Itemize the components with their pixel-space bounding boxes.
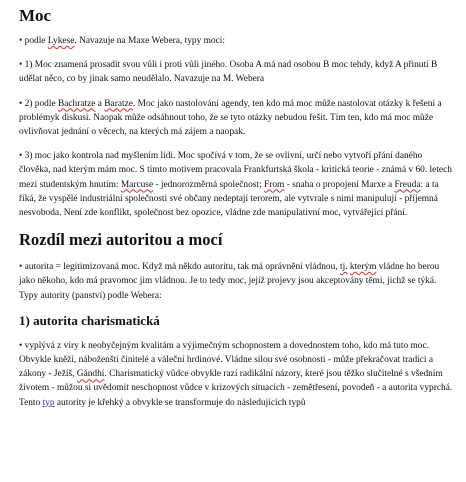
text-run: • 2) podle	[19, 98, 58, 109]
spellcheck-word: tj.	[339, 262, 348, 273]
paragraph-moc-2	[19, 97, 454, 140]
text-run: . Moc jako nastolování agendy, ten kdo má moc může nastolovat otázky k řešení a problémyk diskusi. Naopak může odsáhnout toho, že se tyto otázky nebudou řešit. Tím ten, kdo má moc může ovlivňovat jednání o věcech, na kterých má zájem a naopak.	[19, 98, 442, 138]
text-run: • 3) moc jako kontrola nad myšlením lidí. Moc spočívá v tom, že se ovlivní, určí nebo vytvoří přání daného člověka, nad kterým mám moc. S tímto motivem pracovala Frankfurtská škola - kritická teorie - známá v 60. letech mezi studentským hnutím:	[19, 151, 452, 190]
text-run: • vyplývá z víry k neobyčejným kvalitám a výjimečným schopnostem a dovednostem toho, kdo má tuto moc. Obvykle kněží, náboženští činitelé a váleční hrdinové. Vládne silou své osobnosti - může překračovat tradici a zákony - Ježíš,	[19, 340, 434, 380]
spellcheck-word: Baratze	[104, 98, 133, 109]
text-run: a	[95, 98, 105, 109]
text-run: vládne ho berou jako někoho, kdo má pravomoc jim vládnou. Je to tedy moc, jejíž projevy jsou akceptovány těmi, jichž se týká. Typy autority (panství) podle Webera:	[19, 262, 440, 301]
paragraph-charisma	[19, 339, 454, 410]
paragraph-moc-1: • 1) Moc znamená prosadit svou vůli i proti vůli jiného. Osoba A má nad osobou B moc tehdy, když A přinutí B udělat něco, co by jinak samo neudělalo. Navazuje na M. Webera	[19, 60, 438, 85]
spellcheck-word: Freuda	[394, 179, 421, 190]
spellcheck-word: Marcuse	[120, 179, 154, 190]
heading-rozdil: Rozdíl mezi autoritou a mocí	[19, 230, 223, 250]
text-run: autority je křehký a obvykle se transformuje do následujících typů	[54, 397, 306, 408]
spellcheck-word: From	[264, 179, 285, 190]
heading-moc: Moc	[19, 6, 52, 25]
spellcheck-word: kterým	[349, 262, 377, 273]
paragraph-moc-3	[19, 149, 454, 220]
text-run: • podle	[19, 36, 48, 46]
spellcheck-word: Bachratze	[57, 98, 96, 109]
text-run: . Navazuje na Maxe Webera, typy moci:	[74, 36, 225, 46]
paragraph-lykes	[19, 34, 454, 48]
heading-charisma: 1) autorita charismatická	[19, 312, 160, 328]
paragraph-autorita	[19, 260, 454, 303]
text-run: . Charismatický vůdce obvykle razí radikální názory, které jsou těžko slučitelné s všedním životem - můžou si uvědomit neschopnost vůdce v krizových situacích - zemětřesení, povodeň - a autorita vyprchá. Tento	[19, 369, 453, 408]
text-run: - snaha o propojení Marxe a	[284, 179, 395, 190]
spellcheck-word: Gándhí	[76, 369, 105, 380]
hyperlink-typ[interactable]: typ	[42, 397, 55, 408]
text-run: : a ta říká, že vyspělé industriální společnosti své občany nedeptají terorem, ale vytvrale s nimi manipulují - příjemná nesvoboda. Není zde konflikt, společnost bez opozice, vládne zde manipulativní moc, vytvářející přání.	[19, 179, 439, 219]
text-run: • autorita = legitimizovaná moc. Když má někdo autoritu, tak má oprávnění vládnou,	[19, 262, 340, 273]
spellcheck-word: Lykese	[47, 36, 75, 46]
text-run: - jednorozměrná společnost;	[153, 179, 265, 190]
